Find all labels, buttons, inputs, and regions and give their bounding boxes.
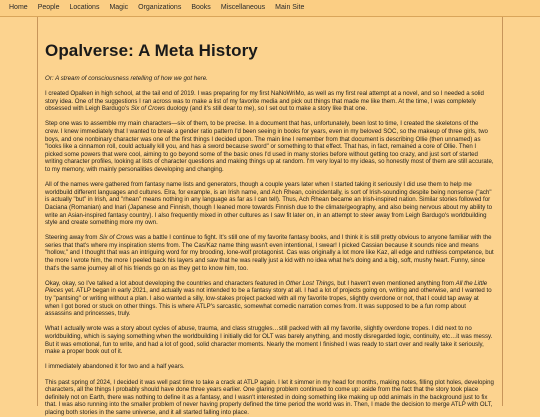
- paragraph-text: All of the names were gathered from fantasy name lists and generators, though a couple years later when I started taking it seriously I did use them to help me worldbuild different languages and cultures. Elra, for example, is an Irish name, and Ach Rhean, coincidentally, is sort of Irish-sounding despite being nonsense ("ach" is actually "but" in Irish, and "rhean" means nothing in any language as far as I can tell). Thus, Ach Rhean became an Irish-inspired nation. Similar stories followed for Daciana (Romanian) and Inari (Japanese and Finnish, though I leaned more towards Finnish due to the climate/geography, and also being nervous about my ability to write an Asian-inspired fantasy country). I also frequently mixed in other cultures as I saw fit later on, in an attempt to steer away from Leigh Bardugo's worldbuilding style and create something more my own.: [45, 181, 493, 227]
- nav-item-miscellaneous[interactable]: Miscellaneous: [220, 4, 266, 11]
- article-paragraph: [45, 120, 494, 173]
- nav-item-magic[interactable]: Magic: [109, 4, 129, 11]
- paragraph-text: duology (and it's still dear to me), so I set out to make a story like that one.: [165, 105, 368, 113]
- paragraph-text: I immediately abandoned it for two and a half years.: [45, 363, 185, 371]
- italic-title: Other Lost Things: [285, 279, 334, 287]
- article-paragraph: [45, 363, 494, 371]
- page-title: Opalverse: A Meta History: [45, 41, 258, 60]
- page-subtitle: Or: A stream of consciousness retelling of how we got here.: [45, 75, 208, 82]
- article-paragraph: [45, 234, 494, 272]
- paragraph-text: was a battle I continue to fight. It's still one of my favorite fantasy books, and I think it is still pretty obvious to anyone familiar with the series that that's where my inspiration stems from. The Cas/Kaz name thing wasn't even intentional, I swear! I picked Cassian because it sounds nice and means "hollow," and I thought that was an intriguing word for my brooding, lone-wolf protagonist. Cas was originally a lot more like Kaz, all edge and ruthless competence, but the more I wrote him, the more I peeled back his layers and saw that he was really just a kid with no idea what he's doing and a big, soft, mushy heart. Funny, since that's the same journey all of his friends go on as they get to know him, too.: [45, 234, 494, 272]
- article-body: [45, 90, 494, 417]
- paragraph-text: I created Opalken in high school, at the tail end of 2019. I was preparing for my first NaNoWriMo, as well as my first real attempt at a novel, and so I needed a solid story idea. One of the suggestions I ran across was to make a list of my favorite media and pick out things that made me like them. At the time, I was completely obsessed with Leigh Bardugo's: [45, 90, 484, 113]
- article-paragraph: [45, 379, 494, 417]
- nav-item-locations[interactable]: Locations: [69, 4, 100, 11]
- paragraph-text: Steering away from: [45, 234, 100, 242]
- paragraph-text: Okay, okay, so I've talked a lot about developing the countries and characters featured in: [45, 279, 286, 287]
- italic-title: Six of Crows: [99, 234, 134, 242]
- main-content: [37, 17, 503, 416]
- paragraph-text: What I actually wrote was a story about cycles of abuse, trauma, and class struggles…still packed with all my favorite, slightly overdone tropes. I did next to no worldbuilding, which is saying something when the worldbuilding I initially did for OLT was barely anything, and mostly disregarded logic, continuity, etc…it was messy. But it was emotional, fun to write, and had a lot of good, solid character moments. Nearly the moment I finished I was ready to start over and really take it seriously, make a proper book out of it.: [45, 325, 493, 356]
- nav-item-main-site[interactable]: Main Site: [275, 4, 305, 11]
- article-paragraph: [45, 90, 494, 113]
- article-paragraph: [45, 280, 494, 318]
- paragraph-text: yet. ATLP began in early 2021, and actually was not intended to be a fantasy story at all. I had a lot of projects going on, writing and otherwise, and I wanted to try "pantsing" or writing without a plan. I also wanted a silly, low-stakes project packed with all my favorite tropes, slightly overdone or not, that I could tap away at when I got bored or stuck on other things. This is where ATLP's sarcastic, somewhat comedic narration comes from. It was supposed to be a fun romp about assassins and princesses, truly.: [45, 287, 492, 318]
- article-paragraph: [45, 181, 494, 227]
- nav-item-books[interactable]: Books: [191, 4, 211, 11]
- paragraph-text: , but I haven't even mentioned anything from: [333, 279, 456, 287]
- nav-item-people[interactable]: People: [37, 4, 60, 11]
- italic-title: All the Little Pieces: [45, 279, 488, 295]
- paragraph-text: This past spring of 2024, I decided it was well past time to take a crack at ATLP again. I let it simmer in my head for months, making notes, filling plot holes, developing characters, all the things I probably should have done three years earlier. One glaring problem continued to come up: aside from the fact that the story took place definitely not on Earth, there was nothing to define it as a fantasy, and I wasn't interested in doing something like making up odd animals in the background just to fix that. I was also running into the smaller problem of never having properly defined the time period the world was in. Then, I made the decision to merge ATLP with OLT, placing both stories in the same universe, and it all started falling into place.: [45, 378, 494, 416]
- article-paragraph: [45, 325, 494, 355]
- nav-item-organizations[interactable]: Organizations: [138, 4, 182, 11]
- top-nav-bar: [0, 0, 540, 17]
- paragraph-text: Step one was to assemble my main characters—six of them, to be precise. In a document that has, unfortunately, been lost to time, I created the skeletons of the crew. I knew immediately that I wanted to break a gender ratio pattern I'd been seeing in books for years, even in my beloved SOC, so the makeup of three girls, two boys, and one nonbinary character was one of the first things I decided upon. The main line I remember from that document is describing Ollie (then unnamed) as "looks like a cinnamon roll, could actually kill you, and has a sword because sword" or something to that effect. That has, in fact, remained a core of Ollie. Then I picked some powers that were cool, aiming to go beyond some of the basic ones I'd used in many stories before without getting too crazy, and just sort of started writing character profiles, looking at lists of character questions and making things up at random. I'm very loyal to my ideas, so honestly most of them are still accurate, to my memory, with mainly personalities developing and changing.: [45, 120, 494, 173]
- italic-title: Six of Crows: [130, 105, 166, 113]
- nav-item-home[interactable]: Home: [9, 4, 28, 11]
